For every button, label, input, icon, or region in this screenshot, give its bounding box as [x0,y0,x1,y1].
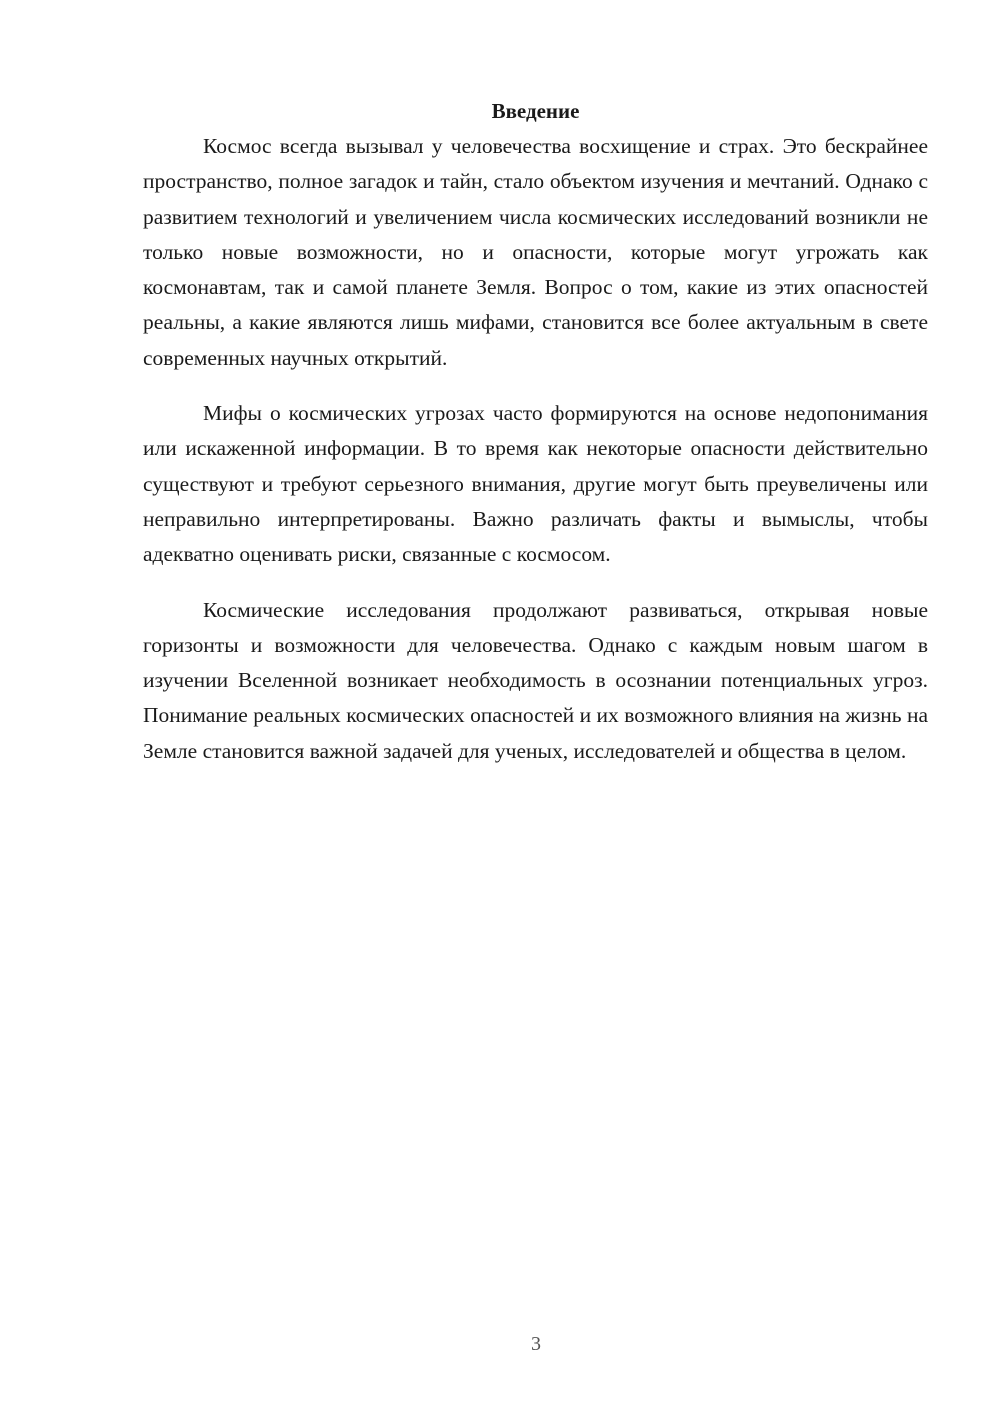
section-title: Введение [491,99,580,123]
paragraph-1: Космос всегда вызывал у человечества восхищение и страх. Это бескрайнее пространство, полное загадок и тайн, стало объектом изучения и мечтаний. Однако с развитием технологий и увеличением числа космических исследований возникли не только новые возможности, но и опасности, которые могут угрожать как космонавтам, так и самой планете Земля. Вопрос о том, какие из этих опасностей реальны, а какие являются лишь мифами, становится все более актуальным в свете современных научных открытий. [143,134,928,370]
paragraph-3: Космические исследования продолжают развиваться, открывая новые горизонты и возможности для человечества. Однако с каждым новым шагом в изучении Вселенной возникает необходимость в осознании потенциальных угроз. Понимание реальных космических опасностей и их возможного влияния на жизнь на Земле становится важной задачей для ученых, исследователей и общества в целом. [143,597,928,763]
paragraph-2: Мифы о космических угрозах часто формируются на основе недопонимания или искаженной информации. В то время как некоторые опасности действительно существуют и требуют серьезного внимания, другие могут быть преувеличены или неправильно интерпретированы. Важно различать факты и вымыслы, чтобы адекватно оценивать риски, связанные с космосом. [143,401,928,567]
page-content [143,94,928,789]
page-number: 3 [531,1333,541,1355]
